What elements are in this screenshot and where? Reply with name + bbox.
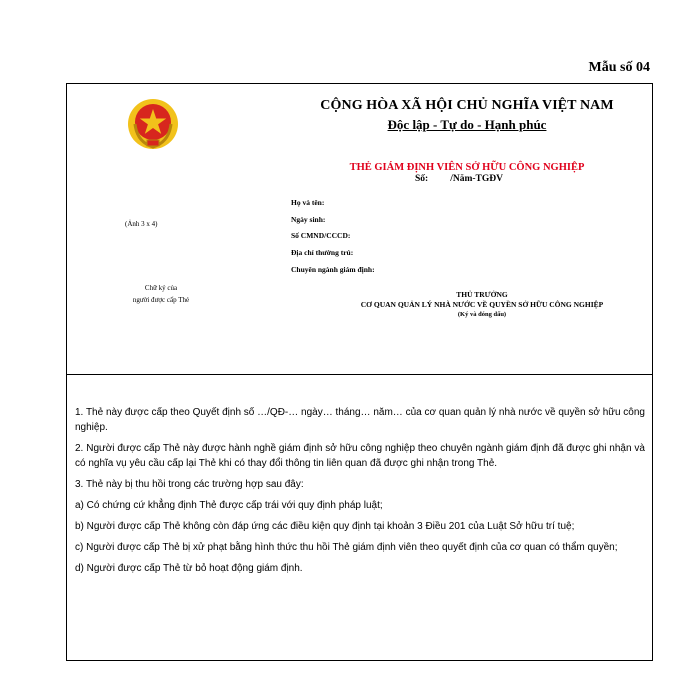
national-header bbox=[287, 98, 647, 133]
term-item: c) Người được cấp Thẻ bị xử phạt bằng hình thức thu hồi Thẻ giám định viên theo quyết định của cơ quan có thẩm quyền; bbox=[75, 542, 618, 553]
term-item: 2. Người được cấp Thẻ này được hành nghề giám định sở hữu công nghiệp theo chuyên ngành giám định đã được ghi nhận và có nghĩa vụ yêu cầu cấp lại Thẻ khi có thay đổi thông tin liên quan đã được ghi nhận trong Thẻ. bbox=[75, 443, 645, 469]
signature-label-line1: Chữ ký của bbox=[144, 284, 178, 292]
national-emblem-icon bbox=[127, 98, 179, 150]
card-back bbox=[66, 374, 653, 661]
header-line1: CỘNG HÒA XÃ HỘI CHỦ NGHĨA VIỆT NAM bbox=[320, 98, 614, 113]
issuer-signature-block bbox=[267, 290, 697, 320]
issuer-line1: THỦ TRƯỞNG bbox=[456, 290, 508, 299]
issuer-line2: CƠ QUAN QUẢN LÝ NHÀ NƯỚC VỀ QUYỀN SỞ HỮU CÔNG NGHIỆP bbox=[360, 300, 604, 309]
header-line2: Độc lập - Tự do - Hạnh phúc bbox=[387, 117, 547, 132]
term-item: b) Người được cấp Thẻ không còn đáp ứng các điều kiện quy định tại khoản 3 Điều 201 của Luật Sở hữu trí tuệ; bbox=[75, 521, 575, 532]
serial-suffix: /Năm-TGĐV bbox=[450, 174, 503, 184]
term-item: 3. Thẻ này bị thu hồi trong các trường hợp sau đây: bbox=[75, 479, 304, 490]
signature-label-line2: người được cấp Thẻ bbox=[132, 296, 190, 304]
card-title: THẺ GIÁM ĐỊNH VIÊN SỞ HỮU CÔNG NGHIỆP bbox=[349, 162, 585, 173]
serial-label: Số: bbox=[415, 174, 429, 184]
field-specialty: Chuyên ngành giám định: bbox=[291, 264, 375, 274]
serial-number bbox=[415, 174, 503, 184]
issuer-note: (Ký và đóng dấu) bbox=[457, 311, 507, 318]
field-date-of-birth: Ngày sinh: bbox=[291, 214, 326, 224]
form-number: Mẫu số 04 bbox=[588, 60, 650, 75]
holder-fields bbox=[291, 198, 375, 281]
term-item: 1. Thẻ này được cấp theo Quyết định số …/QĐ-… ngày… tháng… năm… của cơ quan quản lý nhà nước về quyền sở hữu công nghiệp. bbox=[75, 407, 645, 433]
holder-signature-label bbox=[101, 282, 221, 306]
field-full-name: Họ và tên: bbox=[291, 198, 325, 207]
card-front bbox=[66, 83, 653, 375]
photo-placeholder: (Ảnh 3 x 4) bbox=[125, 220, 158, 228]
term-item: d) Người được cấp Thẻ từ bỏ hoạt động giám định. bbox=[75, 563, 303, 574]
field-address: Địa chỉ thường trú: bbox=[291, 248, 354, 258]
card-back-terms bbox=[75, 405, 645, 582]
field-id-number: Số CMND/CCCD: bbox=[291, 231, 351, 241]
term-item: a) Có chứng cứ khẳng định Thẻ được cấp trái với quy định pháp luật; bbox=[75, 500, 383, 511]
